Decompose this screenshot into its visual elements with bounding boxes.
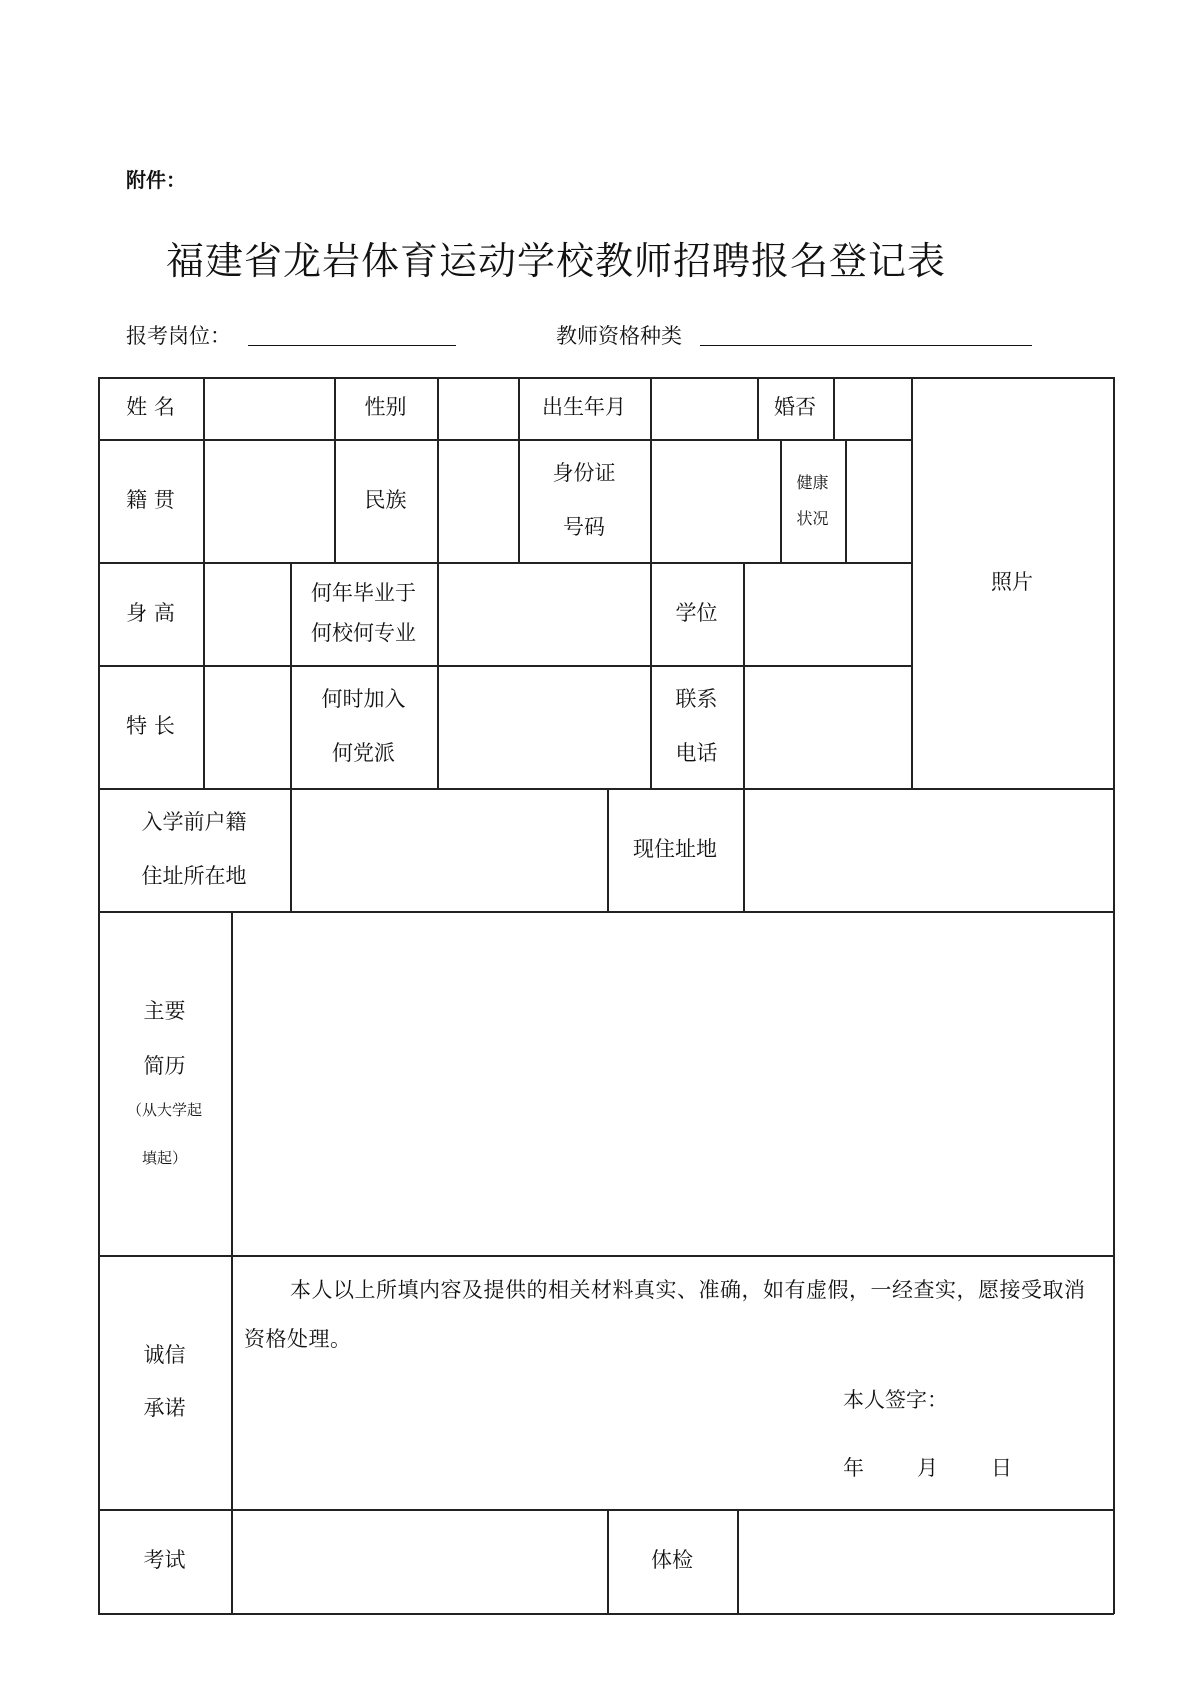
graduation-label (290, 562, 437, 665)
current-address-input-cell[interactable] (743, 788, 1113, 911)
health-label-line2: 状况 (796, 508, 829, 528)
page-title: 福建省龙岩体育运动学校教师招聘报名登记表 (165, 239, 946, 283)
integrity-label-line1: 诚信 (143, 1342, 186, 1367)
position-field[interactable] (248, 345, 456, 346)
qualification-label: 教师资格种类 (556, 324, 682, 348)
phone-label (650, 665, 743, 788)
marital-label: 婚否 (774, 395, 816, 420)
integrity-label-line2: 承诺 (143, 1396, 186, 1420)
phone-label-line1: 联系 (675, 687, 718, 712)
signature-label: 本人签字： (843, 1388, 948, 1412)
native-place-label: 籍 贯 (126, 487, 175, 512)
exam-input-cell[interactable] (231, 1509, 607, 1613)
birth-label: 出生年月 (542, 395, 626, 420)
specialty-input-cell[interactable] (203, 665, 290, 788)
id-number-input-cell[interactable] (650, 439, 780, 562)
name-input-cell[interactable] (203, 377, 334, 439)
qualification-field[interactable] (700, 345, 1032, 346)
party-label-line2: 何党派 (332, 740, 395, 765)
health-input-cell[interactable] (845, 439, 911, 562)
date-month: 月 (917, 1456, 938, 1480)
resume-note-line2: 填起） (141, 1149, 187, 1168)
phone-label-line2: 电话 (675, 740, 718, 765)
hukou-label-line1: 入学前户籍 (141, 810, 247, 835)
gender-label: 性别 (364, 395, 407, 420)
resume-input-cell[interactable] (231, 911, 1113, 1255)
date-year: 年 (843, 1456, 864, 1480)
integrity-label (98, 1255, 231, 1509)
degree-input-cell[interactable] (743, 562, 911, 665)
current-address-label: 现住址地 (633, 836, 717, 861)
resume-label-line2: 简历 (143, 1054, 186, 1078)
height-input-cell[interactable] (203, 562, 290, 665)
specialty-label: 特 长 (126, 713, 175, 738)
physical-input-cell[interactable] (737, 1509, 1113, 1613)
birth-input-cell[interactable] (650, 377, 757, 439)
health-label-line1: 健康 (796, 473, 829, 493)
resume-label-line1: 主要 (143, 998, 186, 1023)
graduation-label-line2: 何校何专业 (311, 620, 416, 645)
id-number-label (518, 439, 650, 562)
id-number-label-line2: 号码 (563, 514, 605, 539)
party-label (290, 665, 437, 788)
resume-label (98, 911, 231, 1255)
health-label (780, 439, 845, 562)
name-label: 姓 名 (126, 395, 175, 420)
ethnicity-input-cell[interactable] (437, 439, 518, 562)
hukou-input-cell[interactable] (290, 788, 607, 911)
attachment-label: 附件： (126, 168, 186, 192)
phone-input-cell[interactable] (743, 665, 911, 788)
marital-input-cell[interactable] (833, 377, 911, 439)
position-label: 报考岗位： (126, 324, 231, 348)
party-input-cell[interactable] (437, 665, 650, 788)
resume-note-line1: （从大学起 (126, 1101, 202, 1120)
party-label-line1: 何时加入 (321, 687, 406, 712)
gender-input-cell[interactable] (437, 377, 518, 439)
degree-label: 学位 (675, 600, 718, 625)
graduation-label-line1: 何年毕业于 (311, 581, 416, 606)
hukou-label (98, 788, 290, 911)
physical-label: 体检 (651, 1548, 693, 1573)
ethnicity-label: 民族 (364, 487, 407, 512)
height-label: 身 高 (126, 600, 175, 625)
date-day: 日 (991, 1456, 1012, 1480)
hukou-label-line2: 住址所在地 (141, 863, 247, 888)
exam-label: 考试 (143, 1548, 186, 1573)
id-number-label-line1: 身份证 (552, 461, 616, 486)
native-place-input-cell[interactable] (203, 439, 334, 562)
photo-cell: 照片 (991, 569, 1033, 594)
pledge-text: 本人以上所填内容及提供的相关材料真实、准确，如有虚假，一经查实，愿接受取消资格处理。 (244, 1278, 1086, 1351)
graduation-input-cell[interactable] (437, 562, 650, 665)
